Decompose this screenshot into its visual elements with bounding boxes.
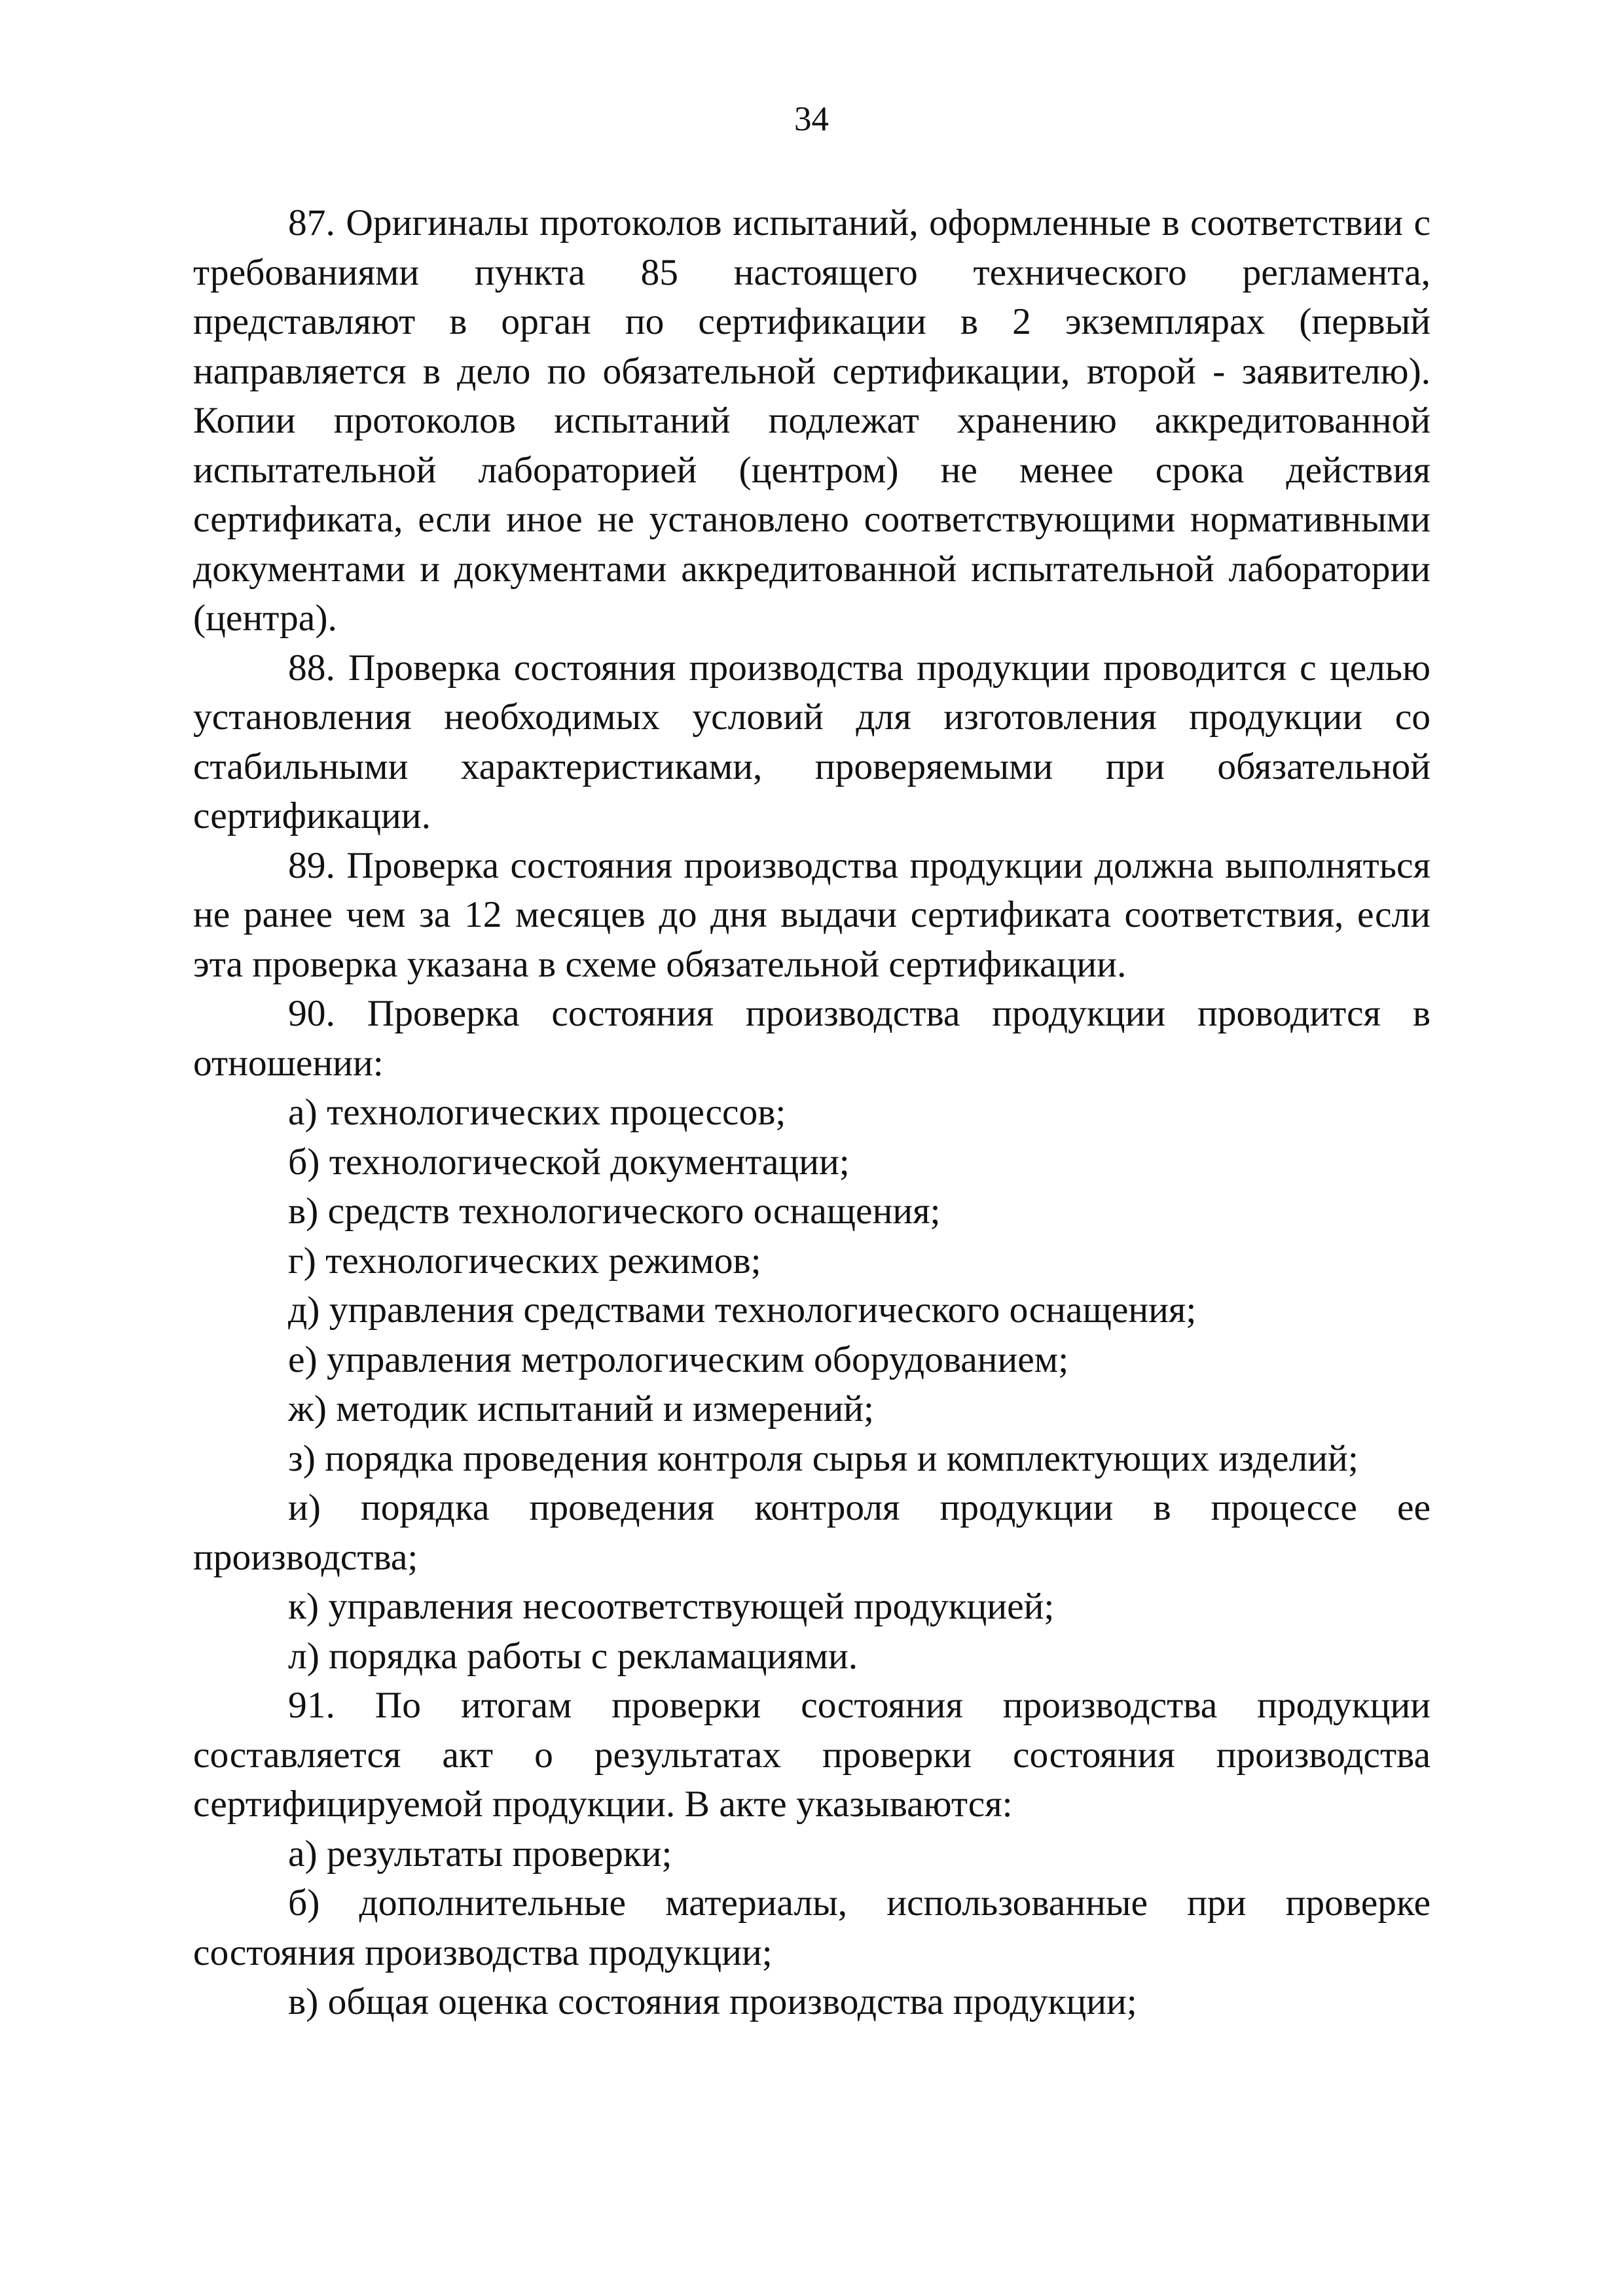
list-item-90-e: е) управления метрологическим оборудованием; (288, 1338, 1069, 1380)
paragraph-90: 90. Проверка состояния производства продукции проводится в отношении: (193, 993, 1431, 1084)
list-item-90-v: в) средств технологического оснащения; (288, 1191, 941, 1232)
list-item-90-b: б) технологической документации; (288, 1141, 850, 1183)
paragraph-88: 88. Проверка состояния производства продукции проводится с целью установления необходимых условий для изготовления продукции со стабильными характеристиками, проверяемыми при обязательной сертификации. (193, 647, 1431, 836)
list-item-90-a: а) технологических процессов; (288, 1092, 786, 1133)
paragraph-87: 87. Оригиналы протоколов испытаний, оформленные в соответствии с требованиями пункта 85 настоящего технического регламента, представляют в орган по сертификации в 2 экземплярах (первый направляется в дело по обязательной сертификации, второй - заявителю). Копии протоколов испытаний подлежат хранению аккредитованной испытательной лабораторией (центром) не менее срока действия сертификата, если иное не установлено соответствующими нормативными документами и документами аккредитованной испытательной лаборатории (центра). (193, 202, 1431, 639)
document-body (193, 198, 1431, 2027)
paragraph-89: 89. Проверка состояния производства продукции должна выполняться не ранее чем за 12 месяцев до дня выдачи сертификата соответствия, если эта проверка указана в схеме обязательной сертификации. (193, 844, 1431, 985)
list-item-91-a: а) результаты проверки; (288, 1833, 672, 1874)
list-item-90-g: г) технологических режимов; (288, 1240, 761, 1282)
list-item-90-l: л) порядка работы с рекламациями. (288, 1635, 858, 1677)
list-item-90-d: д) управления средствами технологического оснащения; (288, 1289, 1197, 1331)
list-item-91-b: б) дополнительные материалы, использованные при проверке состояния производства продукции; (193, 1882, 1431, 1973)
list-item-90-i: и) порядка проведения контроля продукции в процессе ее производства; (193, 1487, 1431, 1578)
list-item-90-k: к) управления несоответствующей продукцией; (288, 1586, 1055, 1627)
paragraph-91: 91. По итогам проверки состояния производства продукции составляется акт о результатах проверки состояния производства сертифицируемой продукции. В акте указываются: (193, 1685, 1431, 1825)
page-number: 34 (794, 100, 829, 138)
list-item-90-zh: ж) методик испытаний и измерений; (288, 1388, 874, 1429)
list-item-90-z: з) порядка проведения контроля сырья и комплектующих изделий; (288, 1437, 1359, 1479)
list-item-91-v: в) общая оценка состояния производства продукции; (288, 1981, 1137, 2022)
